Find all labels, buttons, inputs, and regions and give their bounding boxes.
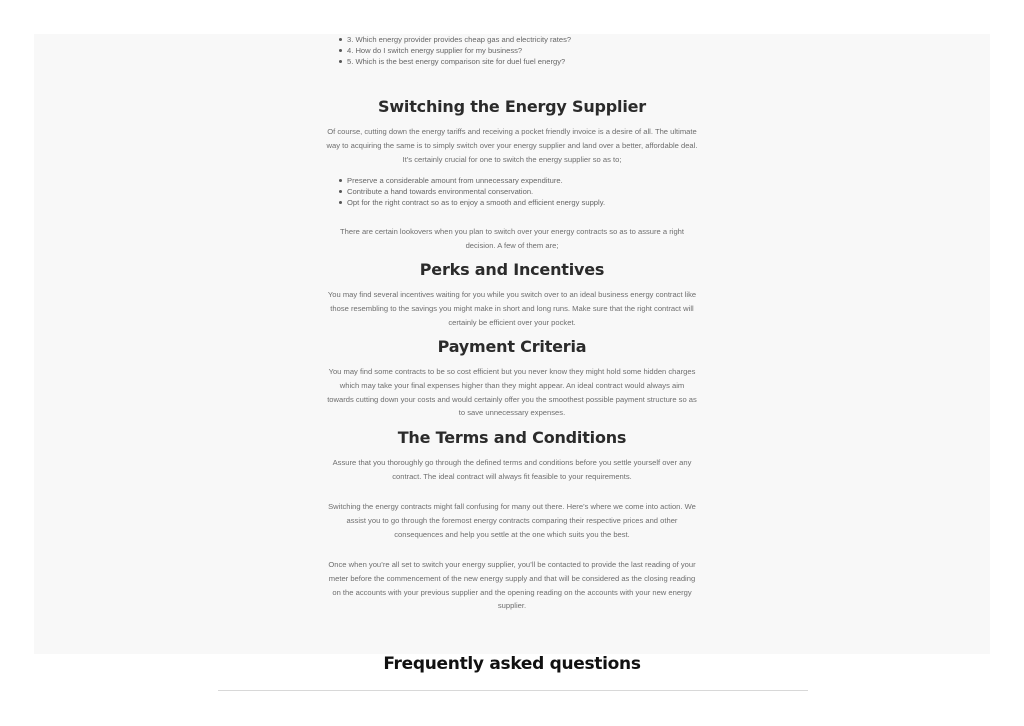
perks-heading-wrap: [326, 260, 698, 280]
payment-paragraph: [326, 365, 698, 420]
terms-paragraph-3: [326, 558, 698, 613]
payment-heading-wrap: [326, 337, 698, 357]
section-heading: Perks and Incentives: [419, 260, 605, 279]
lookovers-paragraph: [326, 225, 698, 253]
list-item[interactable]: 4. How do I switch energy supplier for my business?: [326, 45, 698, 56]
list-item: Preserve a considerable amount from unnecessary expenditure.: [326, 175, 698, 186]
section-heading: Switching the Energy Supplier: [378, 97, 646, 116]
faq-title: Frequently asked questions: [383, 654, 641, 674]
perks-paragraph: [326, 288, 698, 329]
paragraph: Of course, cutting down the energy tariffs and receiving a pocket friendly invoice is a desire of all. The ultimate way to acquiring the same is to simply switch over your energy supplier and land over a better, affordable deal. It’s certainly crucial for one to switch the energy supplier so as to;: [326, 127, 698, 164]
paragraph: Assure that you thoroughly go through the defined terms and conditions before you settle yourself over any contract. The ideal contract will always fit feasible to your requirements.: [332, 458, 692, 481]
paragraph: You may find several incentives waiting for you while you switch over to an ideal business energy contract like those resembling to the savings you might make in short and long runs. Make sure that the right contract will certainly be efficient over your pocket.: [327, 290, 697, 327]
faq-divider: [218, 690, 808, 691]
paragraph: Once when you’re all set to switch your energy supplier, you’ll be contacted to provide the last reading of your meter before the commencement of the new energy supply and that will be considered as the closing reading on the accounts with your previous supplier and the opening reading on the accounts with your new energy supplier.: [328, 560, 696, 611]
list-item[interactable]: 3. Which energy provider provides cheap gas and electricity rates?: [326, 34, 698, 45]
list-item[interactable]: 5. Which is the best energy comparison site for duel fuel energy?: [326, 56, 698, 67]
list-item: Opt for the right contract so as to enjoy a smooth and efficient energy supply.: [326, 197, 698, 208]
faq-question-list: [326, 34, 698, 67]
switching-section: [326, 97, 698, 117]
switching-intro: [326, 125, 698, 166]
paragraph: There are certain lookovers when you plan to switch over your energy contracts so as to assure a right decision. A few of them are;: [340, 227, 684, 250]
section-heading: Payment Criteria: [437, 337, 587, 356]
section-heading: The Terms and Conditions: [397, 428, 627, 447]
list-item: Contribute a hand towards environmental conservation.: [326, 186, 698, 197]
switching-bullets: [326, 175, 698, 208]
paragraph: You may find some contracts to be so cost efficient but you never know they might hold some hidden charges which may take your final expenses higher than they might appear. An ideal contract would always aim towards cutting down your costs and would certainly offer you the smoothest possible payment structure so as to save unnecessary expenses.: [327, 367, 697, 418]
terms-paragraph-1: [326, 456, 698, 484]
paragraph: Switching the energy contracts might fall confusing for many out there. Here’s where we come into action. We assist you to go through the foremost energy contracts comparing their respective prices and other consequences and help you settle at the one which suits you the best.: [328, 502, 696, 539]
terms-paragraph-2: [326, 500, 698, 541]
terms-heading-wrap: [326, 428, 698, 448]
